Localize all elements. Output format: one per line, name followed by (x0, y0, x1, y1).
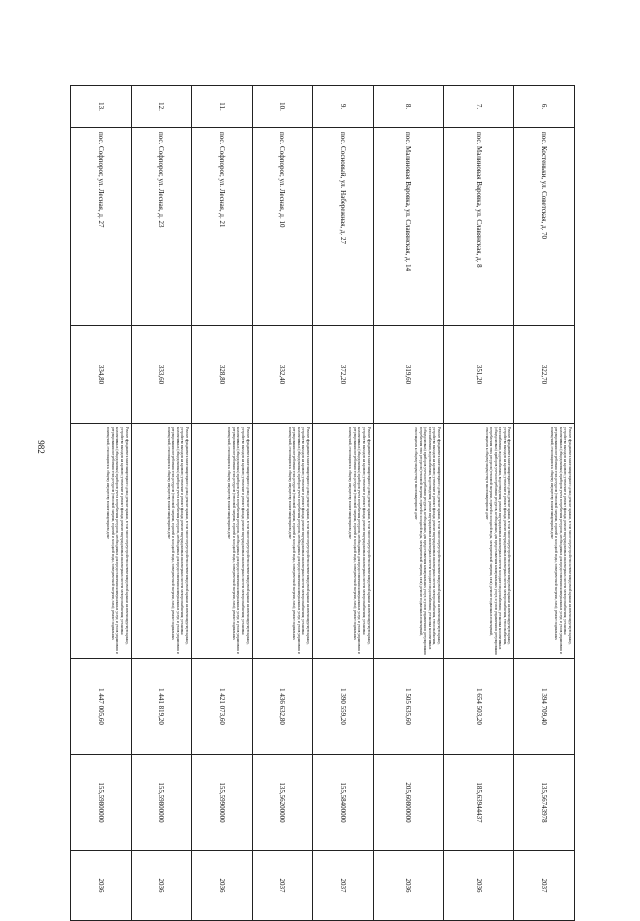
works-list-cell: Ремонт фундамента многоквартирного дома; ремонт крыши, в том числе переустройство невентилируемой крыши на вентилируемую крышу, устройство выходов на кровлю; утепление и ремонт фасада; ремонт внутридомовых инженерных систем электроснабжения; установка коллективных (общедомовых) приборов учета потребления ресурсов, необходимых для предоставления коммунальных услуг, и узлов управления и регулирования потребления этих ресурсов (тепловой энергии, горячей и холодной воды, электрической энергии, газа); ремонт подвальных помещений, относящихся к общему имуществу в многоквартирном доме (514, 424, 575, 659)
cost-cell: 1 394 709,40 (514, 659, 575, 755)
cost-cell: 1 505 635,60 (373, 659, 443, 755)
table-row (514, 86, 575, 921)
works-list-cell: Ремонт фундамента многоквартирного дома; ремонт крыши, в том числе переустройство невентилируемой крыши на вентилируемую крышу, устройство выходов на кровлю; утепление и ремонт фасада; ремонт внутридомовых инженерных систем электроснабжения; установка коллективных (общедомовых) приборов учета потребления ресурсов, необходимых для предоставления коммунальных услуг, и узлов управления и регулирования потребления этих ресурсов (тепловой энергии, горячей и холодной воды, электрической энергии, газа); ремонт подвальных помещений, относящихся к общему имуществу в многоквартирном доме (313, 424, 374, 659)
cost-cell: 1 421 073,60 (192, 659, 253, 755)
year-cell: 2036 (71, 851, 132, 921)
area-cell: 322,70 (514, 326, 575, 424)
works-list-cell: Ремонт фундамента многоквартирного дома; ремонт крыши, в том числе переустройство невентилируемой крыши на вентилируемую крышу, устройство выходов на кровлю; утепление и ремонт фасада; ремонт внутридомовых инженерных систем электроснабжения; установка коллективных (общедомовых) приборов учета потребления ресурсов, необходимых для предоставления коммунальных услуг, и узлов управления и регулирования потребления этих ресурсов (тепловой энергии, горячей и холодной воды, электрической энергии, газа); ремонт подвальных помещений, относящихся к общему имуществу в многоквартирном доме (192, 424, 253, 659)
year-cell: 2037 (252, 851, 313, 921)
table-row (71, 86, 132, 921)
unit-cost-cell: 155,59800000 (131, 755, 192, 851)
year-cell: 2037 (514, 851, 575, 921)
year-cell: 2037 (313, 851, 374, 921)
table-row (252, 86, 313, 921)
page-number: 982 (36, 440, 46, 454)
row-number-cell: 9. (313, 86, 374, 128)
area-cell: 333,60 (131, 326, 192, 424)
works-list-cell: Ремонт фундамента многоквартирного дома; ремонт крыши, в том числе переустройство невентилируемой крыши на вентилируемую крышу, устройство выходов на кровлю; утепление и ремонт фасада; ремонт внутридомовых инженерных систем электроснабжения; установка коллективных (общедомовых) приборов учета потребления ресурсов, необходимых для предоставления коммунальных услуг, и узлов управления и регулирования потребления этих ресурсов (тепловой энергии, горячей и холодной воды, электрической энергии, газа); ремонт подвальных помещений, относящихся к общему имуществу в многоквартирном доме (71, 424, 132, 659)
table-row (192, 86, 253, 921)
row-number-cell: 10. (252, 86, 313, 128)
works-list-cell: Ремонт фундамента многоквартирного дома; ремонт крыши, в том числе переустройство невентилируемой крыши на вентилируемую крышу, устройство выходов на кровлю; утепление и ремонт фасада; ремонт внутридомовых инженерных систем электроснабжения; установка коллективных (общедомовых) приборов учета потребления ресурсов, необходимых для предоставления коммунальных услуг, и узлов управления и регулирования потребления этих ресурсов (тепловой энергии, горячей и холодной воды, электрической энергии, газа); ремонт подвальных помещений, относящихся к общему имуществу в многоквартирном доме (131, 424, 192, 659)
capital-repair-table (70, 85, 575, 921)
row-number-cell: 7. (444, 86, 514, 128)
works-list-cell: Ремонт фундамента многоквартирного дома; ремонт крыши, в том числе переустройство невентилируемой крыши на вентилируемую крышу, устройство выходов на кровлю; утепление и ремонт фасада; ремонт внутридомовых инженерных систем электроснабжения, теплоснабжения, газоснабжения, водоснабжения, водоотведения; ремонт внутридомовых инженерных систем холодного водоснабжения; установка коллективных (общедомовых) приборов учета потребления ресурсов, необходимых для предоставления коммунальных услуг, и узлов управления и регулирования потребления этих ресурсов (тепловой энергии, горячей и холодной воды, электрической энергии, газа); ремонт подвальных помещений, относящихся к общему имуществу в многоквартирном доме (373, 424, 443, 659)
row-number-cell: 13. (71, 86, 132, 128)
works-list-cell: Ремонт фундамента многоквартирного дома; ремонт крыши, в том числе переустройство невентилируемой крыши на вентилируемую крышу, устройство выходов на кровлю; утепление и ремонт фасада; ремонт внутридомовых инженерных систем электроснабжения; установка коллективных (общедомовых) приборов учета потребления ресурсов, необходимых для предоставления коммунальных услуг, и узлов управления и регулирования потребления этих ресурсов (тепловой энергии, горячей и холодной воды, электрической энергии, газа); ремонт подвальных помещений, относящихся к общему имуществу в многоквартирном доме (252, 424, 313, 659)
area-cell: 372,20 (313, 326, 374, 424)
address-cell: пос. Сосновый, ул. Набережная, д. 27 (313, 128, 374, 326)
cost-cell: 1 441 819,20 (131, 659, 192, 755)
unit-cost-cell: 135,56200000 (252, 755, 313, 851)
row-number-cell: 8. (373, 86, 443, 128)
address-cell: пос. Софпорог, ул. Лесная, д. 27 (71, 128, 132, 326)
rotated-table-wrapper (70, 85, 575, 920)
year-cell: 2036 (131, 851, 192, 921)
address-cell: пос. Софпорог, ул. Лесная, д. 10 (252, 128, 313, 326)
year-cell: 2036 (444, 851, 514, 921)
table-row (373, 86, 443, 921)
cost-cell: 1 390 559,20 (313, 659, 374, 755)
cost-cell: 1 654 503,20 (444, 659, 514, 755)
year-cell: 2036 (373, 851, 443, 921)
unit-cost-cell: 155,58400000 (313, 755, 374, 851)
works-list-cell: Ремонт фундамента многоквартирного дома; ремонт крыши, в том числе переустройство невентилируемой крыши на вентилируемую крышу, устройство выходов на кровлю; утепление и ремонт фасада; ремонт внутридомовых инженерных систем электроснабжения, теплоснабжения, газоснабжения, водоснабжения, водоотведения; ремонт внутридомовых инженерных систем холодного водоснабжения; установка коллективных (общедомовых) приборов учета потребления ресурсов, необходимых для предоставления коммунальных услуг, и узлов управления и регулирования потребления этих ресурсов (тепловой энергии, горячей и холодной воды, электрической энергии, газа); ремонт подвальных помещений, относящихся к общему имуществу в многоквартирном доме (444, 424, 514, 659)
area-cell: 351,20 (444, 326, 514, 424)
unit-cost-cell: 155,59800000 (71, 755, 132, 851)
row-number-cell: 12. (131, 86, 192, 128)
area-cell: 332,40 (252, 326, 313, 424)
year-cell: 2036 (192, 851, 253, 921)
cost-cell: 1 436 632,80 (252, 659, 313, 755)
row-number-cell: 6. (514, 86, 575, 128)
row-number-cell: 11. (192, 86, 253, 128)
table-row (131, 86, 192, 921)
unit-cost-cell: 155,59900000 (192, 755, 253, 851)
area-cell: 328,80 (192, 326, 253, 424)
address-cell: пос. Малиновая Варовка, ул. Славянская, д. 8 (444, 128, 514, 326)
address-cell: пос. Софпорог, ул. Лесная, д. 21 (192, 128, 253, 326)
cost-cell: 1 447 005,60 (71, 659, 132, 755)
address-cell: пос. Софпорог, ул. Лесная, д. 23 (131, 128, 192, 326)
table-row (313, 86, 374, 921)
address-cell: пос. Малиновая Варовка, ул. Славянская, д. 14 (373, 128, 443, 326)
unit-cost-cell: 205,60800000 (373, 755, 443, 851)
table-body (71, 86, 575, 921)
area-cell: 319,60 (373, 326, 443, 424)
unit-cost-cell: 135,56743978 (514, 755, 575, 851)
unit-cost-cell: 185,63944437 (444, 755, 514, 851)
address-cell: пос. Костеньки, ул. Советская, д. 70 (514, 128, 575, 326)
area-cell: 334,80 (71, 326, 132, 424)
table-row (444, 86, 514, 921)
